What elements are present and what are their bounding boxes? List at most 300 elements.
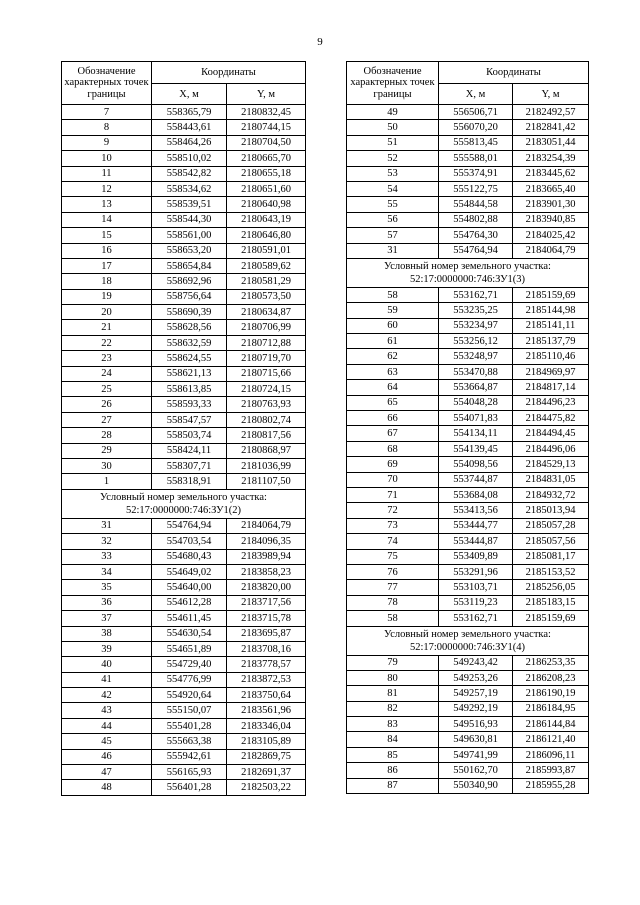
point-id-cell: 33	[62, 549, 152, 564]
point-id-cell: 8	[62, 120, 152, 135]
point-id-cell: 57	[347, 228, 439, 243]
x-coordinate-cell: 554729,40	[152, 657, 227, 672]
table-row	[62, 443, 306, 458]
y-coordinate-cell: 2185256,05	[513, 580, 589, 595]
x-coordinate-cell: 553234,97	[439, 318, 513, 333]
y-coordinate-cell: 2180817,56	[227, 428, 306, 443]
point-id-cell: 78	[347, 595, 439, 610]
table-row	[347, 318, 589, 333]
table-row	[347, 611, 589, 626]
table-row	[347, 778, 589, 793]
table-row	[347, 166, 589, 181]
y-coordinate-cell: 2183940,85	[513, 212, 589, 227]
y-coordinate-cell: 2183717,56	[227, 595, 306, 610]
y-coordinate-cell: 2185057,28	[513, 518, 589, 533]
table-row	[347, 655, 589, 670]
point-id-cell: 76	[347, 564, 439, 579]
table-row	[347, 411, 589, 426]
table-row	[62, 765, 306, 780]
x-coordinate-cell: 554139,45	[439, 441, 513, 456]
table-row	[62, 718, 306, 733]
table-row	[347, 228, 589, 243]
point-id-cell: 22	[62, 335, 152, 350]
x-coordinate-cell: 553684,08	[439, 487, 513, 502]
y-coordinate-cell: 2180868,97	[227, 443, 306, 458]
y-coordinate-cell: 2185141,11	[513, 318, 589, 333]
x-coordinate-cell: 558318,91	[152, 474, 227, 489]
point-id-cell: 20	[62, 305, 152, 320]
table-row	[347, 686, 589, 701]
table-row	[62, 397, 306, 412]
table-row	[62, 366, 306, 381]
table-row	[62, 458, 306, 473]
point-id-cell: 61	[347, 334, 439, 349]
point-id-cell: 31	[62, 518, 152, 533]
table-row	[62, 518, 306, 533]
table-row	[62, 703, 306, 718]
x-coordinate-cell: 558443,61	[152, 120, 227, 135]
point-id-cell: 12	[62, 181, 152, 196]
y-coordinate-cell: 2180712,88	[227, 335, 306, 350]
table-row	[62, 595, 306, 610]
y-column-header: Y, м	[513, 84, 589, 105]
y-coordinate-cell: 2185183,15	[513, 595, 589, 610]
x-coordinate-cell: 554802,88	[439, 212, 513, 227]
point-id-cell: 38	[62, 626, 152, 641]
y-coordinate-cell: 2185144,98	[513, 303, 589, 318]
table-row	[347, 732, 589, 747]
point-id-cell: 52	[347, 151, 439, 166]
table-row	[347, 763, 589, 778]
y-coordinate-cell: 2184932,72	[513, 487, 589, 502]
point-column-header: Обозначение характерных точек границы	[62, 62, 152, 105]
y-coordinate-cell: 2180655,18	[227, 166, 306, 181]
y-coordinate-cell: 2186096,11	[513, 747, 589, 762]
y-coordinate-cell: 2185955,28	[513, 778, 589, 793]
y-coordinate-cell: 2186144,84	[513, 717, 589, 732]
point-id-cell: 28	[62, 428, 152, 443]
table-row	[62, 382, 306, 397]
point-id-cell: 50	[347, 120, 439, 135]
point-id-cell: 42	[62, 688, 152, 703]
x-coordinate-cell: 554649,02	[152, 564, 227, 579]
table-row	[347, 564, 589, 579]
x-coordinate-cell: 558534,62	[152, 181, 227, 196]
y-coordinate-cell: 2184529,13	[513, 457, 589, 472]
y-coordinate-cell: 2184496,23	[513, 395, 589, 410]
point-id-cell: 67	[347, 426, 439, 441]
point-id-cell: 9	[62, 135, 152, 150]
coordinates-table-right	[346, 61, 589, 794]
x-coordinate-cell: 558654,84	[152, 258, 227, 273]
y-coordinate-cell: 2183778,57	[227, 657, 306, 672]
x-coordinate-cell: 554612,28	[152, 595, 227, 610]
table-row	[62, 243, 306, 258]
y-coordinate-cell: 2180665,70	[227, 151, 306, 166]
y-coordinate-cell: 2183051,44	[513, 135, 589, 150]
table-row	[62, 549, 306, 564]
y-coordinate-cell: 2180802,74	[227, 412, 306, 427]
x-coordinate-cell: 554703,54	[152, 534, 227, 549]
x-column-header: X, м	[439, 84, 513, 105]
y-coordinate-cell: 2186208,23	[513, 670, 589, 685]
y-coordinate-cell: 2183254,39	[513, 151, 589, 166]
y-coordinate-cell: 2180832,45	[227, 105, 306, 120]
table-row	[347, 549, 589, 564]
x-coordinate-cell: 556070,20	[439, 120, 513, 135]
y-coordinate-cell: 2182869,75	[227, 749, 306, 764]
y-coordinate-cell: 2185110,46	[513, 349, 589, 364]
point-id-cell: 16	[62, 243, 152, 258]
table-row	[347, 380, 589, 395]
point-id-cell: 39	[62, 641, 152, 656]
x-coordinate-cell: 558307,71	[152, 458, 227, 473]
x-coordinate-cell: 549243,42	[439, 655, 513, 670]
point-id-cell: 73	[347, 518, 439, 533]
y-coordinate-cell: 2183872,53	[227, 672, 306, 687]
point-id-cell: 58	[347, 287, 439, 302]
table-row	[347, 105, 589, 120]
y-coordinate-cell: 2180634,87	[227, 305, 306, 320]
point-id-cell: 68	[347, 441, 439, 456]
y-coordinate-cell: 2181036,99	[227, 458, 306, 473]
x-coordinate-cell: 556506,71	[439, 105, 513, 120]
point-id-cell: 83	[347, 717, 439, 732]
table-row	[62, 564, 306, 579]
x-coordinate-cell: 555942,61	[152, 749, 227, 764]
point-id-cell: 41	[62, 672, 152, 687]
y-coordinate-cell: 2182841,42	[513, 120, 589, 135]
table-row	[347, 580, 589, 595]
table-row	[62, 166, 306, 181]
y-coordinate-cell: 2180643,19	[227, 212, 306, 227]
point-id-cell: 29	[62, 443, 152, 458]
x-coordinate-cell: 553103,71	[439, 580, 513, 595]
x-coordinate-cell: 558503,74	[152, 428, 227, 443]
x-coordinate-cell: 558628,56	[152, 320, 227, 335]
x-coordinate-cell: 554764,94	[152, 518, 227, 533]
table-row	[347, 151, 589, 166]
x-coordinate-cell: 554630,54	[152, 626, 227, 641]
table-row	[347, 212, 589, 227]
x-coordinate-cell: 549253,26	[439, 670, 513, 685]
y-coordinate-cell: 2183708,16	[227, 641, 306, 656]
y-coordinate-cell: 2183665,40	[513, 181, 589, 196]
y-coordinate-cell: 2184025,42	[513, 228, 589, 243]
x-coordinate-cell: 554764,30	[439, 228, 513, 243]
table-row	[347, 426, 589, 441]
point-id-cell: 35	[62, 580, 152, 595]
point-id-cell: 24	[62, 366, 152, 381]
table-row	[62, 351, 306, 366]
x-coordinate-cell: 555663,38	[152, 734, 227, 749]
table-row	[347, 472, 589, 487]
point-id-cell: 19	[62, 289, 152, 304]
y-coordinate-cell: 2184969,97	[513, 364, 589, 379]
y-column-header: Y, м	[227, 84, 306, 105]
table-row	[62, 534, 306, 549]
table-row	[62, 734, 306, 749]
x-coordinate-cell: 555122,75	[439, 181, 513, 196]
point-id-cell: 85	[347, 747, 439, 762]
x-coordinate-cell: 549292,19	[439, 701, 513, 716]
point-id-cell: 71	[347, 487, 439, 502]
y-coordinate-cell: 2181107,50	[227, 474, 306, 489]
table-row	[62, 335, 306, 350]
x-coordinate-cell: 553444,87	[439, 534, 513, 549]
table-row	[62, 688, 306, 703]
point-id-cell: 77	[347, 580, 439, 595]
x-coordinate-cell: 553413,56	[439, 503, 513, 518]
point-id-cell: 45	[62, 734, 152, 749]
x-coordinate-cell: 554048,28	[439, 395, 513, 410]
y-coordinate-cell: 2184096,35	[227, 534, 306, 549]
point-id-cell: 62	[347, 349, 439, 364]
table-row	[347, 135, 589, 150]
table-row	[347, 487, 589, 502]
x-coordinate-cell: 554680,43	[152, 549, 227, 564]
y-coordinate-cell: 2184494,45	[513, 426, 589, 441]
y-coordinate-cell: 2183445,62	[513, 166, 589, 181]
x-coordinate-cell: 558621,13	[152, 366, 227, 381]
x-coordinate-cell: 558653,20	[152, 243, 227, 258]
coordinates-header: Координаты	[152, 62, 306, 84]
y-coordinate-cell: 2185159,69	[513, 287, 589, 302]
parcel-heading-row	[347, 258, 589, 287]
table-row	[62, 228, 306, 243]
x-coordinate-cell: 554764,94	[439, 243, 513, 258]
table-body	[347, 105, 589, 794]
table-row	[62, 626, 306, 641]
x-coordinate-cell: 558365,79	[152, 105, 227, 120]
point-id-cell: 60	[347, 318, 439, 333]
point-id-cell: 82	[347, 701, 439, 716]
x-coordinate-cell: 553444,77	[439, 518, 513, 533]
point-id-cell: 53	[347, 166, 439, 181]
point-id-cell: 43	[62, 703, 152, 718]
table-row	[347, 457, 589, 472]
x-coordinate-cell: 556165,93	[152, 765, 227, 780]
x-coordinate-cell: 555813,45	[439, 135, 513, 150]
table-row	[62, 412, 306, 427]
x-coordinate-cell: 555150,07	[152, 703, 227, 718]
y-coordinate-cell: 2183820,00	[227, 580, 306, 595]
point-id-cell: 49	[347, 105, 439, 120]
point-id-cell: 51	[347, 135, 439, 150]
x-coordinate-cell: 558593,33	[152, 397, 227, 412]
x-coordinate-cell: 550340,90	[439, 778, 513, 793]
table-row	[347, 334, 589, 349]
parcel-heading-row	[347, 626, 589, 655]
x-coordinate-cell: 550162,70	[439, 763, 513, 778]
point-id-cell: 47	[62, 765, 152, 780]
x-coordinate-cell: 558561,00	[152, 228, 227, 243]
coordinates-table-left	[61, 61, 306, 796]
y-coordinate-cell: 2180591,01	[227, 243, 306, 258]
table-row	[62, 580, 306, 595]
y-coordinate-cell: 2180706,99	[227, 320, 306, 335]
x-coordinate-cell: 553291,96	[439, 564, 513, 579]
point-id-cell: 23	[62, 351, 152, 366]
y-coordinate-cell: 2180646,80	[227, 228, 306, 243]
x-coordinate-cell: 558547,57	[152, 412, 227, 427]
x-coordinate-cell: 549257,19	[439, 686, 513, 701]
y-coordinate-cell: 2185153,52	[513, 564, 589, 579]
table-row	[62, 120, 306, 135]
y-coordinate-cell: 2186121,40	[513, 732, 589, 747]
x-coordinate-cell: 554071,83	[439, 411, 513, 426]
point-id-cell: 54	[347, 181, 439, 196]
table-row	[62, 135, 306, 150]
table-row	[347, 395, 589, 410]
point-id-cell: 65	[347, 395, 439, 410]
point-id-cell: 74	[347, 534, 439, 549]
x-coordinate-cell: 553744,87	[439, 472, 513, 487]
y-coordinate-cell: 2184496,06	[513, 441, 589, 456]
y-coordinate-cell: 2184475,82	[513, 411, 589, 426]
table-row	[347, 181, 589, 196]
table-row	[347, 701, 589, 716]
table-row	[62, 305, 306, 320]
point-id-cell: 14	[62, 212, 152, 227]
point-id-cell: 40	[62, 657, 152, 672]
point-id-cell: 80	[347, 670, 439, 685]
table-row	[347, 518, 589, 533]
x-coordinate-cell: 555588,01	[439, 151, 513, 166]
table-row	[347, 303, 589, 318]
point-id-cell: 64	[347, 380, 439, 395]
point-id-cell: 36	[62, 595, 152, 610]
x-coordinate-cell: 554640,00	[152, 580, 227, 595]
point-id-cell: 70	[347, 472, 439, 487]
y-coordinate-cell: 2185057,56	[513, 534, 589, 549]
table-row	[347, 595, 589, 610]
point-id-cell: 31	[347, 243, 439, 258]
table-row	[62, 672, 306, 687]
point-id-cell: 81	[347, 686, 439, 701]
x-coordinate-cell: 554920,64	[152, 688, 227, 703]
y-coordinate-cell: 2180573,50	[227, 289, 306, 304]
table-row	[62, 428, 306, 443]
x-coordinate-cell: 555374,91	[439, 166, 513, 181]
point-id-cell: 72	[347, 503, 439, 518]
y-coordinate-cell: 2180724,15	[227, 382, 306, 397]
y-coordinate-cell: 2180719,70	[227, 351, 306, 366]
x-coordinate-cell: 554098,56	[439, 457, 513, 472]
x-coordinate-cell: 558424,11	[152, 443, 227, 458]
table-row	[62, 197, 306, 212]
y-coordinate-cell: 2183901,30	[513, 197, 589, 212]
point-id-cell: 30	[62, 458, 152, 473]
point-id-cell: 27	[62, 412, 152, 427]
x-coordinate-cell: 558624,55	[152, 351, 227, 366]
x-coordinate-cell: 558632,59	[152, 335, 227, 350]
point-id-cell: 48	[62, 780, 152, 795]
point-id-cell: 56	[347, 212, 439, 227]
y-coordinate-cell: 2180589,62	[227, 258, 306, 273]
x-coordinate-cell: 558544,30	[152, 212, 227, 227]
y-coordinate-cell: 2186190,19	[513, 686, 589, 701]
point-id-cell: 44	[62, 718, 152, 733]
point-id-cell: 32	[62, 534, 152, 549]
y-coordinate-cell: 2185137,79	[513, 334, 589, 349]
point-id-cell: 55	[347, 197, 439, 212]
table-row	[347, 349, 589, 364]
y-coordinate-cell: 2182492,57	[513, 105, 589, 120]
point-id-cell: 17	[62, 258, 152, 273]
table-row	[347, 197, 589, 212]
table-row	[62, 105, 306, 120]
y-coordinate-cell: 2183750,64	[227, 688, 306, 703]
table-row	[62, 657, 306, 672]
y-coordinate-cell: 2180640,98	[227, 197, 306, 212]
y-coordinate-cell: 2185013,94	[513, 503, 589, 518]
point-id-cell: 25	[62, 382, 152, 397]
point-id-cell: 34	[62, 564, 152, 579]
table-row	[62, 611, 306, 626]
x-coordinate-cell: 553409,89	[439, 549, 513, 564]
table-row	[347, 670, 589, 685]
y-coordinate-cell: 2184831,05	[513, 472, 589, 487]
table-row	[62, 474, 306, 489]
point-id-cell: 79	[347, 655, 439, 670]
y-coordinate-cell: 2185081,17	[513, 549, 589, 564]
x-coordinate-cell: 553470,88	[439, 364, 513, 379]
x-coordinate-cell: 554134,11	[439, 426, 513, 441]
x-coordinate-cell: 553248,97	[439, 349, 513, 364]
parcel-number-label: Условный номер земельного участка: 52:17:0000000:746:ЗУ1(4)	[347, 626, 589, 655]
x-coordinate-cell: 558756,64	[152, 289, 227, 304]
point-id-cell: 86	[347, 763, 439, 778]
point-id-cell: 87	[347, 778, 439, 793]
x-coordinate-cell: 558542,82	[152, 166, 227, 181]
x-coordinate-cell: 558464,26	[152, 135, 227, 150]
y-coordinate-cell: 2180651,60	[227, 181, 306, 196]
x-column-header: X, м	[152, 84, 227, 105]
y-coordinate-cell: 2185993,87	[513, 763, 589, 778]
parcel-heading-row	[62, 489, 306, 518]
point-id-cell: 10	[62, 151, 152, 166]
x-coordinate-cell: 554651,89	[152, 641, 227, 656]
y-coordinate-cell: 2183561,96	[227, 703, 306, 718]
table-row	[347, 287, 589, 302]
x-coordinate-cell: 553235,25	[439, 303, 513, 318]
y-coordinate-cell: 2183346,04	[227, 718, 306, 733]
point-id-cell: 63	[347, 364, 439, 379]
point-id-cell: 1	[62, 474, 152, 489]
y-coordinate-cell: 2180581,29	[227, 274, 306, 289]
table-row	[62, 641, 306, 656]
x-coordinate-cell: 549741,99	[439, 747, 513, 762]
x-coordinate-cell: 558539,51	[152, 197, 227, 212]
point-id-cell: 37	[62, 611, 152, 626]
table-row	[62, 780, 306, 795]
table-row	[62, 212, 306, 227]
table-row	[347, 441, 589, 456]
x-coordinate-cell: 558690,39	[152, 305, 227, 320]
y-coordinate-cell: 2186184,95	[513, 701, 589, 716]
y-coordinate-cell: 2183715,78	[227, 611, 306, 626]
y-coordinate-cell: 2184064,79	[227, 518, 306, 533]
x-coordinate-cell: 554611,45	[152, 611, 227, 626]
x-coordinate-cell: 555401,28	[152, 718, 227, 733]
point-id-cell: 26	[62, 397, 152, 412]
point-id-cell: 66	[347, 411, 439, 426]
x-coordinate-cell: 558692,96	[152, 274, 227, 289]
y-coordinate-cell: 2183105,89	[227, 734, 306, 749]
point-id-cell: 69	[347, 457, 439, 472]
table-row	[347, 243, 589, 258]
